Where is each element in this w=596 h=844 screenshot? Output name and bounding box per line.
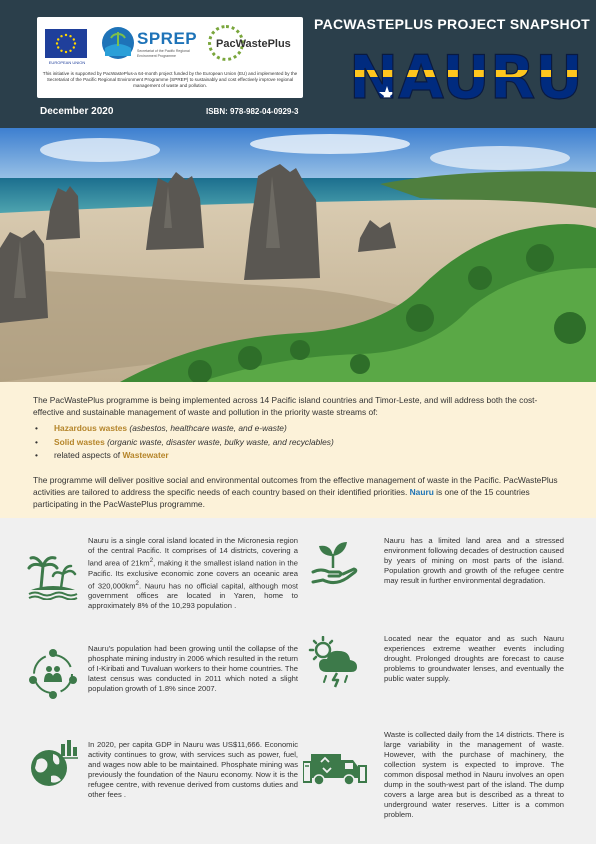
country-title <box>347 42 585 106</box>
sprep-logo-text: SPREP <box>137 29 198 48</box>
pacwasteplus-logo-text: PacWastePlus <box>216 38 291 50</box>
geography-text-1: Nauru is a single coral island located in the Micronesia region of the central Pacific. It comprises of 14 districts, covering a land area of 21km <box>88 536 298 568</box>
environment-text: Nauru has a limited land area and a stressed environment following decades of destruction caused by years of mining on most parts of the island. Population growth and growth of the refugee centre may result in further environmental degradation. <box>384 536 564 585</box>
intro-section <box>0 382 596 518</box>
sprep-subtitle: Secretariat of the Pacific Regional Environment Programme <box>137 49 190 58</box>
climate-text: Located near the equator and as such Nauru experiences extreme weather events including drought. Prolonged droughts are forecast to cause problems to groundwater lenses, and eventually the public water supply. <box>384 634 564 683</box>
publication-date: December 2020 <box>40 106 114 117</box>
info-grid <box>0 518 596 844</box>
bullet-heading: Hazardous wastes <box>54 423 128 433</box>
intro-summary-text: The programme will deliver positive social and environmental outcomes from the effective management of waste in the Pacific. PacWastePlus activities are tailored to address the specific needs of each country based on their identified priorities. <box>33 475 558 497</box>
weather-icon <box>307 636 359 688</box>
header-banner <box>0 0 596 128</box>
geography-text <box>88 536 298 611</box>
intro-summary <box>33 474 565 510</box>
country-name: NAURU <box>349 43 583 106</box>
hand-leaf-icon <box>307 538 359 590</box>
waste-text: Waste is collected daily from the 14 districts. There is large variability in the management of waste. However, with the purchase of machinery, the collection system is expected to improve. The common disposal method in Nauru involves an open dump in the south-west part of the island. The dump covers a large area but is described as a threat to underground water reserves. Litter is a common problem. <box>384 730 564 819</box>
snapshot-title: PACWASTEPLUS PROJECT SNAPSHOT <box>313 16 591 32</box>
country-highlight: Nauru <box>409 487 434 497</box>
superscript-2: 2 <box>149 557 154 564</box>
bullet-prefix: related aspects of <box>54 450 121 460</box>
list-item <box>33 436 565 450</box>
globe-chart-icon <box>27 738 79 790</box>
waste-streams-list <box>33 422 565 463</box>
economy-text: In 2020, per capita GDP in Nauru was US$11,666. Economic activity continues to grow, with services such as power, fuel, and wages now able to be maintained. Phosphate mining was previously the foundation of the Nauru economy. Now it is the refugee centre, with revenue derived from customs duties and other fees . <box>88 740 298 799</box>
isbn: ISBN: 978-982-04-0929-3 <box>206 107 299 116</box>
list-item <box>33 422 565 436</box>
population-text: Nauru's population had been growing until the collapse of the phosphate mining industry in 2006 which resulted in the return of I-Kiribati and Tuvaluan workers to their home countries. The latest census was conducted in 2011 which noted a slight population growth of 1.8% since 2007. <box>88 644 298 693</box>
bullet-heading: Solid wastes <box>54 436 105 447</box>
intro-summary-end: is one of the 15 countries participating in the PacWastePlus programme. <box>33 487 530 509</box>
sprep-emblem-icon <box>101 26 135 60</box>
palm-island-icon <box>27 548 79 600</box>
list-item <box>33 449 565 463</box>
eu-flag-icon <box>45 29 87 58</box>
initiative-statement: This initiative is supported by PacWastePlus-a 64-month project funded by the European Union (EU) and implemented by the Secretariat of the Pacific Regional Environment Programme (SPREP) to sustainably and cost effectively improve regional management of waste and pollution. <box>42 71 298 88</box>
geography-text-2: , making it the smallest island nation in the Pacific. Its exclusive economic zone covers an oceanic area of 320,000km <box>88 558 298 591</box>
intro-paragraph: The PacWastePlus programme is being implemented across 14 Pacific island countries and Timor-Leste, and will address both the cost-effective and sustainable management of waste and pollution in the priority waste streams of: <box>33 395 538 417</box>
eu-label: EUROPEAN UNION <box>48 60 86 65</box>
population-icon <box>27 648 79 700</box>
geography-text-3: . Nauru has no official capital, although most government offices are located in Yaren, home to approximately 8% of the 10,293 population . <box>88 581 299 611</box>
pacwasteplus-logo <box>208 25 298 65</box>
superscript-2: 2 <box>135 579 139 587</box>
waste-truck-icon <box>303 738 367 790</box>
coastline-photo <box>0 128 596 382</box>
bullet-detail: (organic waste, disaster waste, bulky waste, and recyclables) <box>107 436 334 447</box>
bullet-heading: Wastewater <box>122 450 169 460</box>
bullet-detail: (asbestos, healthcare waste, and e-waste) <box>129 423 287 433</box>
partner-logos <box>37 17 303 98</box>
